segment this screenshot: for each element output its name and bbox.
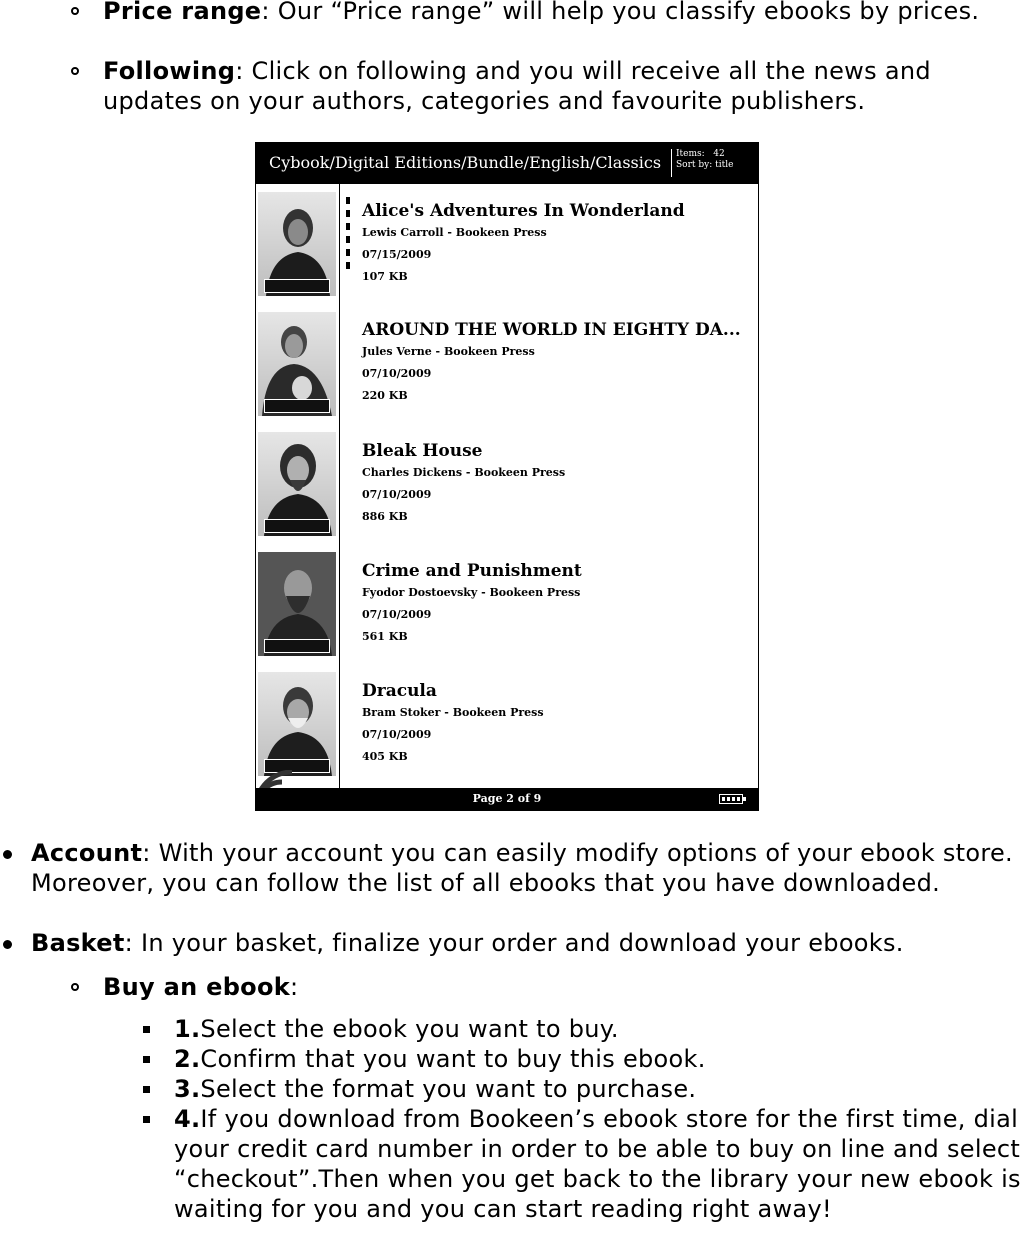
account-text: : With your account you can easily modify options of your ebook store. Moreover, you can follow the list of all ebooks that you have downloaded. (31, 839, 1013, 897)
book-size: 886 KB (362, 510, 408, 523)
step-text: Select the format you want to purchase. (200, 1075, 697, 1103)
book-cover-thumbnail[interactable] (258, 312, 336, 416)
sort-value: title (715, 160, 734, 170)
book-title: Bleak House (362, 441, 483, 461)
items-label: Items: (676, 149, 705, 159)
circle-bullet-icon (71, 7, 79, 15)
book-size: 220 KB (362, 389, 408, 402)
header-divider (671, 149, 672, 177)
book-date: 07/10/2009 (362, 488, 432, 501)
step-number: 3. (174, 1075, 201, 1103)
book-entry[interactable] (362, 680, 544, 764)
price-range-item (103, 0, 1028, 26)
ereader-screenshot (255, 142, 759, 811)
account-term: Account (31, 839, 143, 867)
book-title: AROUND THE WORLD IN EIGHTY DA... (362, 320, 741, 340)
step-number: 1. (174, 1015, 201, 1043)
step-text: If you download from Bookeen’s ebook store for the first time, dial your credit card number in order to be able to buy on line and select “checkout”.Then when you get back to the library your new ebook is waiting for you and you can start reading right away! (174, 1105, 1021, 1223)
book-size: 107 KB (362, 270, 408, 283)
book-byline: Bram Stoker - Bookeen Press (362, 706, 544, 719)
book-cover-thumbnail[interactable] (258, 552, 336, 656)
square-bullet-icon (143, 1026, 150, 1033)
page-indicator: Page 2 of 9 (472, 792, 542, 805)
disc-bullet-icon (3, 850, 12, 859)
book-cover-thumbnail[interactable] (258, 672, 336, 776)
buy-step (174, 1074, 1024, 1104)
book-byline: Jules Verne - Bookeen Press (362, 345, 535, 358)
buy-ebook-item (103, 972, 1003, 1002)
book-byline: Charles Dickens - Bookeen Press (362, 466, 566, 479)
step-number: 2. (174, 1045, 201, 1073)
book-cover-thumbnail[interactable] (258, 192, 336, 296)
book-date: 07/10/2009 (362, 728, 432, 741)
disc-bullet-icon (3, 940, 12, 949)
book-entry[interactable] (362, 319, 741, 403)
buy-ebook-suffix: : (290, 973, 299, 1001)
cover-caption (264, 279, 330, 293)
book-size: 405 KB (362, 750, 408, 763)
book-entry[interactable] (362, 200, 685, 284)
circle-bullet-icon (71, 983, 79, 991)
buy-step (174, 1104, 1024, 1224)
book-title: Alice's Adventures In Wonderland (362, 201, 685, 221)
book-title: Dracula (362, 681, 437, 701)
book-date: 07/10/2009 (362, 367, 432, 380)
buy-ebook-term: Buy an ebook (103, 973, 291, 1001)
cover-caption (264, 639, 330, 653)
book-date: 07/10/2009 (362, 608, 432, 621)
square-bullet-icon (143, 1086, 150, 1093)
book-entry[interactable] (362, 440, 565, 524)
step-text: Select the ebook you want to buy. (200, 1015, 619, 1043)
battery-icon (719, 794, 743, 804)
cover-caption (264, 399, 330, 413)
cover-column (256, 184, 340, 788)
price-range-text: : Our “Price range” will help you classify ebooks by prices. (261, 0, 980, 25)
square-bullet-icon (143, 1116, 150, 1123)
buy-step (174, 1014, 1024, 1044)
account-item (31, 838, 1031, 898)
book-byline: Fyodor Dostoevsky - Bookeen Press (362, 586, 581, 599)
book-cover-thumbnail[interactable] (258, 432, 336, 536)
device-footer-bar (256, 788, 758, 810)
price-range-term: Price range (103, 0, 262, 25)
items-count: 42 (713, 149, 725, 159)
following-term: Following (103, 57, 236, 85)
step-number: 4. (174, 1105, 201, 1133)
book-byline: Lewis Carroll - Bookeen Press (362, 226, 547, 239)
book-date: 07/15/2009 (362, 248, 432, 261)
basket-term: Basket (31, 929, 125, 957)
library-meta (676, 149, 733, 171)
following-text: : Click on following and you will receive all the news and updates on your authors, categories and favourite publishers. (103, 57, 931, 115)
following-item (103, 56, 1028, 116)
circle-bullet-icon (71, 67, 79, 75)
basket-item (31, 928, 1031, 958)
step-text: Confirm that you want to buy this ebook. (200, 1045, 706, 1073)
sort-label: Sort by: (676, 160, 713, 170)
book-title: Crime and Punishment (362, 561, 582, 581)
book-size: 561 KB (362, 630, 408, 643)
book-entry[interactable] (362, 560, 582, 644)
cover-caption (264, 519, 330, 533)
library-path: Cybook/Digital Editions/Bundle/English/Classics (269, 153, 662, 172)
device-header-bar (256, 143, 758, 184)
square-bullet-icon (143, 1056, 150, 1063)
scroll-indicator (346, 197, 351, 275)
buy-step (174, 1044, 1024, 1074)
basket-text: : In your basket, finalize your order and download your ebooks. (124, 929, 904, 957)
